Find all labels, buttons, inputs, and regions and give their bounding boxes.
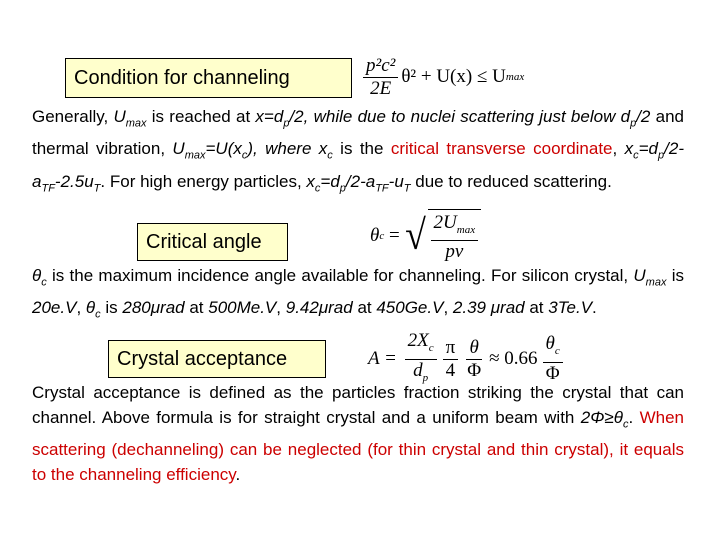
channeling-title: Condition for channeling [74, 66, 290, 89]
formula-rest: θ² + U(x) ≤ U [401, 66, 506, 87]
formula-fraction [363, 55, 398, 100]
square-root: √ $\frac{2U_{max}}{pv}$ [404, 209, 481, 264]
critical-angle-formula: θ c = √ $\frac{2U_{max}}{pv}$ [370, 206, 481, 266]
crystal-acceptance-formula: A = $\frac{2X_c}{d_p}$ $\frac{\pi}{4}$ $\frac{\theta}{\Phi}$ ≈ 0.66 $\frac{\theta_c}{\Phi}$ [368, 332, 566, 386]
condition-for-channeling-heading [65, 58, 352, 98]
channeling-condition-formula [360, 50, 524, 104]
formula-rest-sub: max [505, 71, 525, 83]
critical-angle-heading [137, 223, 288, 261]
channeling-paragraph: Generally, $U_{max}$ is reached at $x=d_p/2$, while due to nuclei scattering just below $d_p/2$ and thermal vibration, $U_{max}=U(x_c)$, where $x_c$ is the critical transverse coordinate, $x_c=d_p/2-a_{TF}-2.5u_T$. For high energy particles, $x_c=d_p/2-a_{TF}-u_T$ due to reduced scattering. [32, 107, 684, 195]
critical-coordinate-term: critical transverse coordinate [390, 139, 613, 159]
crystal-acceptance-heading [108, 340, 326, 378]
formula-numerator: p²c² [366, 54, 396, 76]
formula-denominator: 2E [370, 77, 392, 99]
critical-angle-paragraph: $\theta_c$ is the maximum incidence angle available for channeling. For silicon crystal, $U_{max}$ is 20e.V, $\theta_c$ is 280μrad at 500Me.V, 9.42μrad at 450Ge.V, 2.39 μrad at 3Te.V. [32, 266, 684, 321]
acceptance-title: Crystal acceptance [117, 347, 288, 370]
channeling-efficiency-note: When scattering (dechanneling) can be neglected (for thin crystal and thin crystal), it equals to the channeling efficiency [32, 408, 684, 485]
crystal-acceptance-paragraph: Crystal acceptance is defined as the particles fraction striking the crystal that can channel. Above formula is for straight crystal and a uniform beam with $2\Phi\ge\theta_c$. When scattering (dechanneling) can be neglected (for thin crystal and thin crystal), it equals to the channeling efficiency. [32, 383, 684, 485]
critical-title: Critical angle [146, 230, 262, 253]
